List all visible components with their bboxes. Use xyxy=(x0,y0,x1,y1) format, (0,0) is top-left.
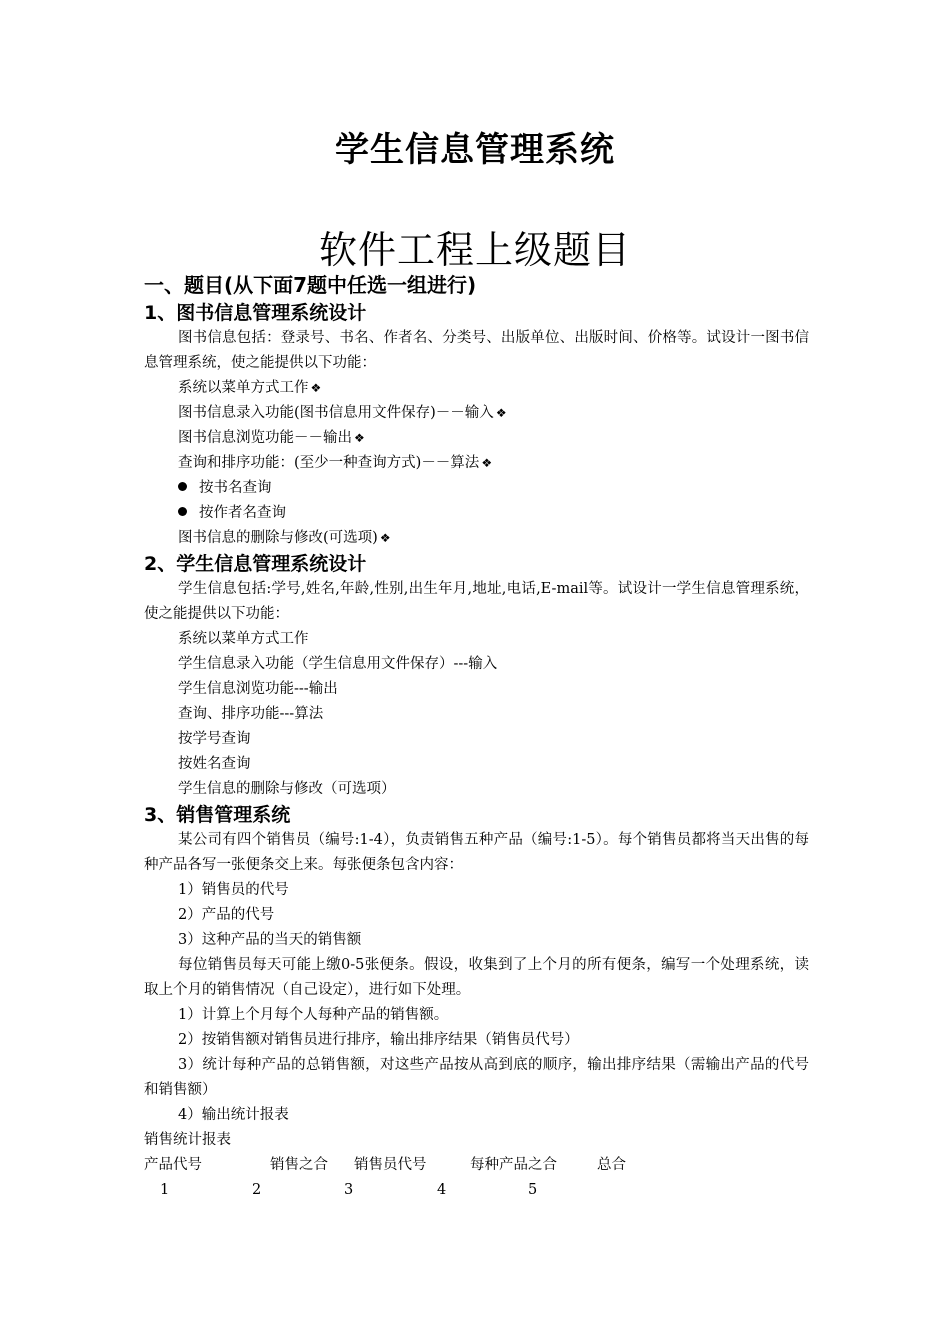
section-2-item: 按学号查询 xyxy=(178,731,251,747)
section-2-description: 学生信息包括:学号,姓名,年龄,性别,出生年月,地址,电话,E-mail等。试设计一学生信息管理系统，使之能提供以下功能： xyxy=(144,581,809,622)
section-2-item: 学生信息的删除与修改（可选项） xyxy=(178,781,396,797)
report-header-cell: 销售之合 xyxy=(270,1157,328,1173)
section-1-heading: 1、图书信息管理系统设计 xyxy=(144,302,367,324)
report-header-cell: 产品代号 xyxy=(144,1157,202,1173)
document-body xyxy=(144,270,809,1203)
section-1-bullet: 按书名查询 xyxy=(144,476,809,501)
section-3-description-2: 每位销售员每天可能上缴0-5张便条。假设，收集到了上个月的所有便条，编写一个处理系统，读取上个月的销售情况（自己设定），进行如下处理。 xyxy=(144,957,809,998)
section-3-description: 某公司有四个销售员（编号:1-4），负责销售五种产品（编号:1-5）。每个销售员都将当天出售的每种产品各写一张便条交上来。每张便条包含内容： xyxy=(144,832,809,873)
report-value-cell: 3 xyxy=(344,1182,354,1198)
report-header-row xyxy=(144,1153,809,1178)
section-3-item-4: 4）输出统计报表 xyxy=(178,1107,289,1123)
section-1-bullet: 按作者名查询 xyxy=(144,501,809,526)
report-value-cell: 5 xyxy=(528,1182,538,1198)
section-1-item: 图书信息浏览功能－－输出 ❖ xyxy=(144,426,809,451)
section-2-item: 系统以菜单方式工作 xyxy=(178,631,309,647)
diamond-bullet-icon: ❖ xyxy=(354,431,365,445)
section-3-item: 2）产品的代号 xyxy=(178,907,275,923)
report-header-cell: 总合 xyxy=(597,1157,626,1173)
intro-heading: 一、题目(从下面7题中任选一组进行) xyxy=(144,273,477,297)
section-3-item: 3）这种产品的当天的销售额 xyxy=(178,932,362,948)
section-3-item: 2）按销售额对销售员进行排序，输出排序结果（销售员代号） xyxy=(178,1032,579,1048)
document-title: 学生信息管理系统 xyxy=(335,130,615,170)
report-value-cell: 2 xyxy=(252,1182,262,1198)
diamond-bullet-icon: ❖ xyxy=(481,456,493,470)
report-value-row xyxy=(144,1178,809,1203)
diamond-bullet-icon: ❖ xyxy=(495,406,507,420)
section-2-item: 查询、排序功能---算法 xyxy=(178,706,324,722)
section-3-item: 1）销售员的代号 xyxy=(178,882,289,898)
bullet-dot-icon xyxy=(178,507,187,516)
section-2-heading: 2、学生信息管理系统设计 xyxy=(144,553,367,575)
document-subtitle: 软件工程上级题目 xyxy=(318,228,631,272)
section-1-item: 图书信息录入功能(图书信息用文件保存)－－输入 ❖ xyxy=(144,401,809,426)
report-value-cell: 4 xyxy=(437,1182,447,1198)
report-value-cell: 1 xyxy=(160,1182,170,1198)
section-2-item: 学生信息录入功能（学生信息用文件保存）---输入 xyxy=(178,656,498,672)
diamond-bullet-icon: ❖ xyxy=(310,381,322,395)
diamond-bullet-icon: ❖ xyxy=(379,531,391,545)
section-3-item: 1）计算上个月每个人每种产品的销售额。 xyxy=(178,1007,449,1023)
section-1-item: 系统以菜单方式工作 ❖ xyxy=(144,376,809,401)
section-1-description: 图书信息包括：登录号、书名、作者名、分类号、出版单位、出版时间、价格等。试设计一图书信息管理系统，使之能提供以下功能： xyxy=(144,330,809,371)
section-1-item: 查询和排序功能：(至少一种查询方式)－－算法 ❖ xyxy=(144,451,809,476)
report-header-cell: 销售员代号 xyxy=(354,1157,427,1173)
section-1-item: 图书信息的删除与修改(可选项) ❖ xyxy=(144,526,809,551)
section-2-item: 按姓名查询 xyxy=(178,756,251,772)
section-2-item: 学生信息浏览功能---输出 xyxy=(178,681,338,697)
section-3-item-3: 3）统计每种产品的总销售额，对这些产品按从高到底的顺序，输出排序结果（需输出产品的代号和销售额） xyxy=(144,1057,809,1098)
report-header-cell: 每种产品之合 xyxy=(470,1157,557,1173)
report-title: 销售统计报表 xyxy=(144,1132,231,1148)
bullet-dot-icon xyxy=(178,482,187,491)
section-3-heading: 3、销售管理系统 xyxy=(144,804,291,826)
